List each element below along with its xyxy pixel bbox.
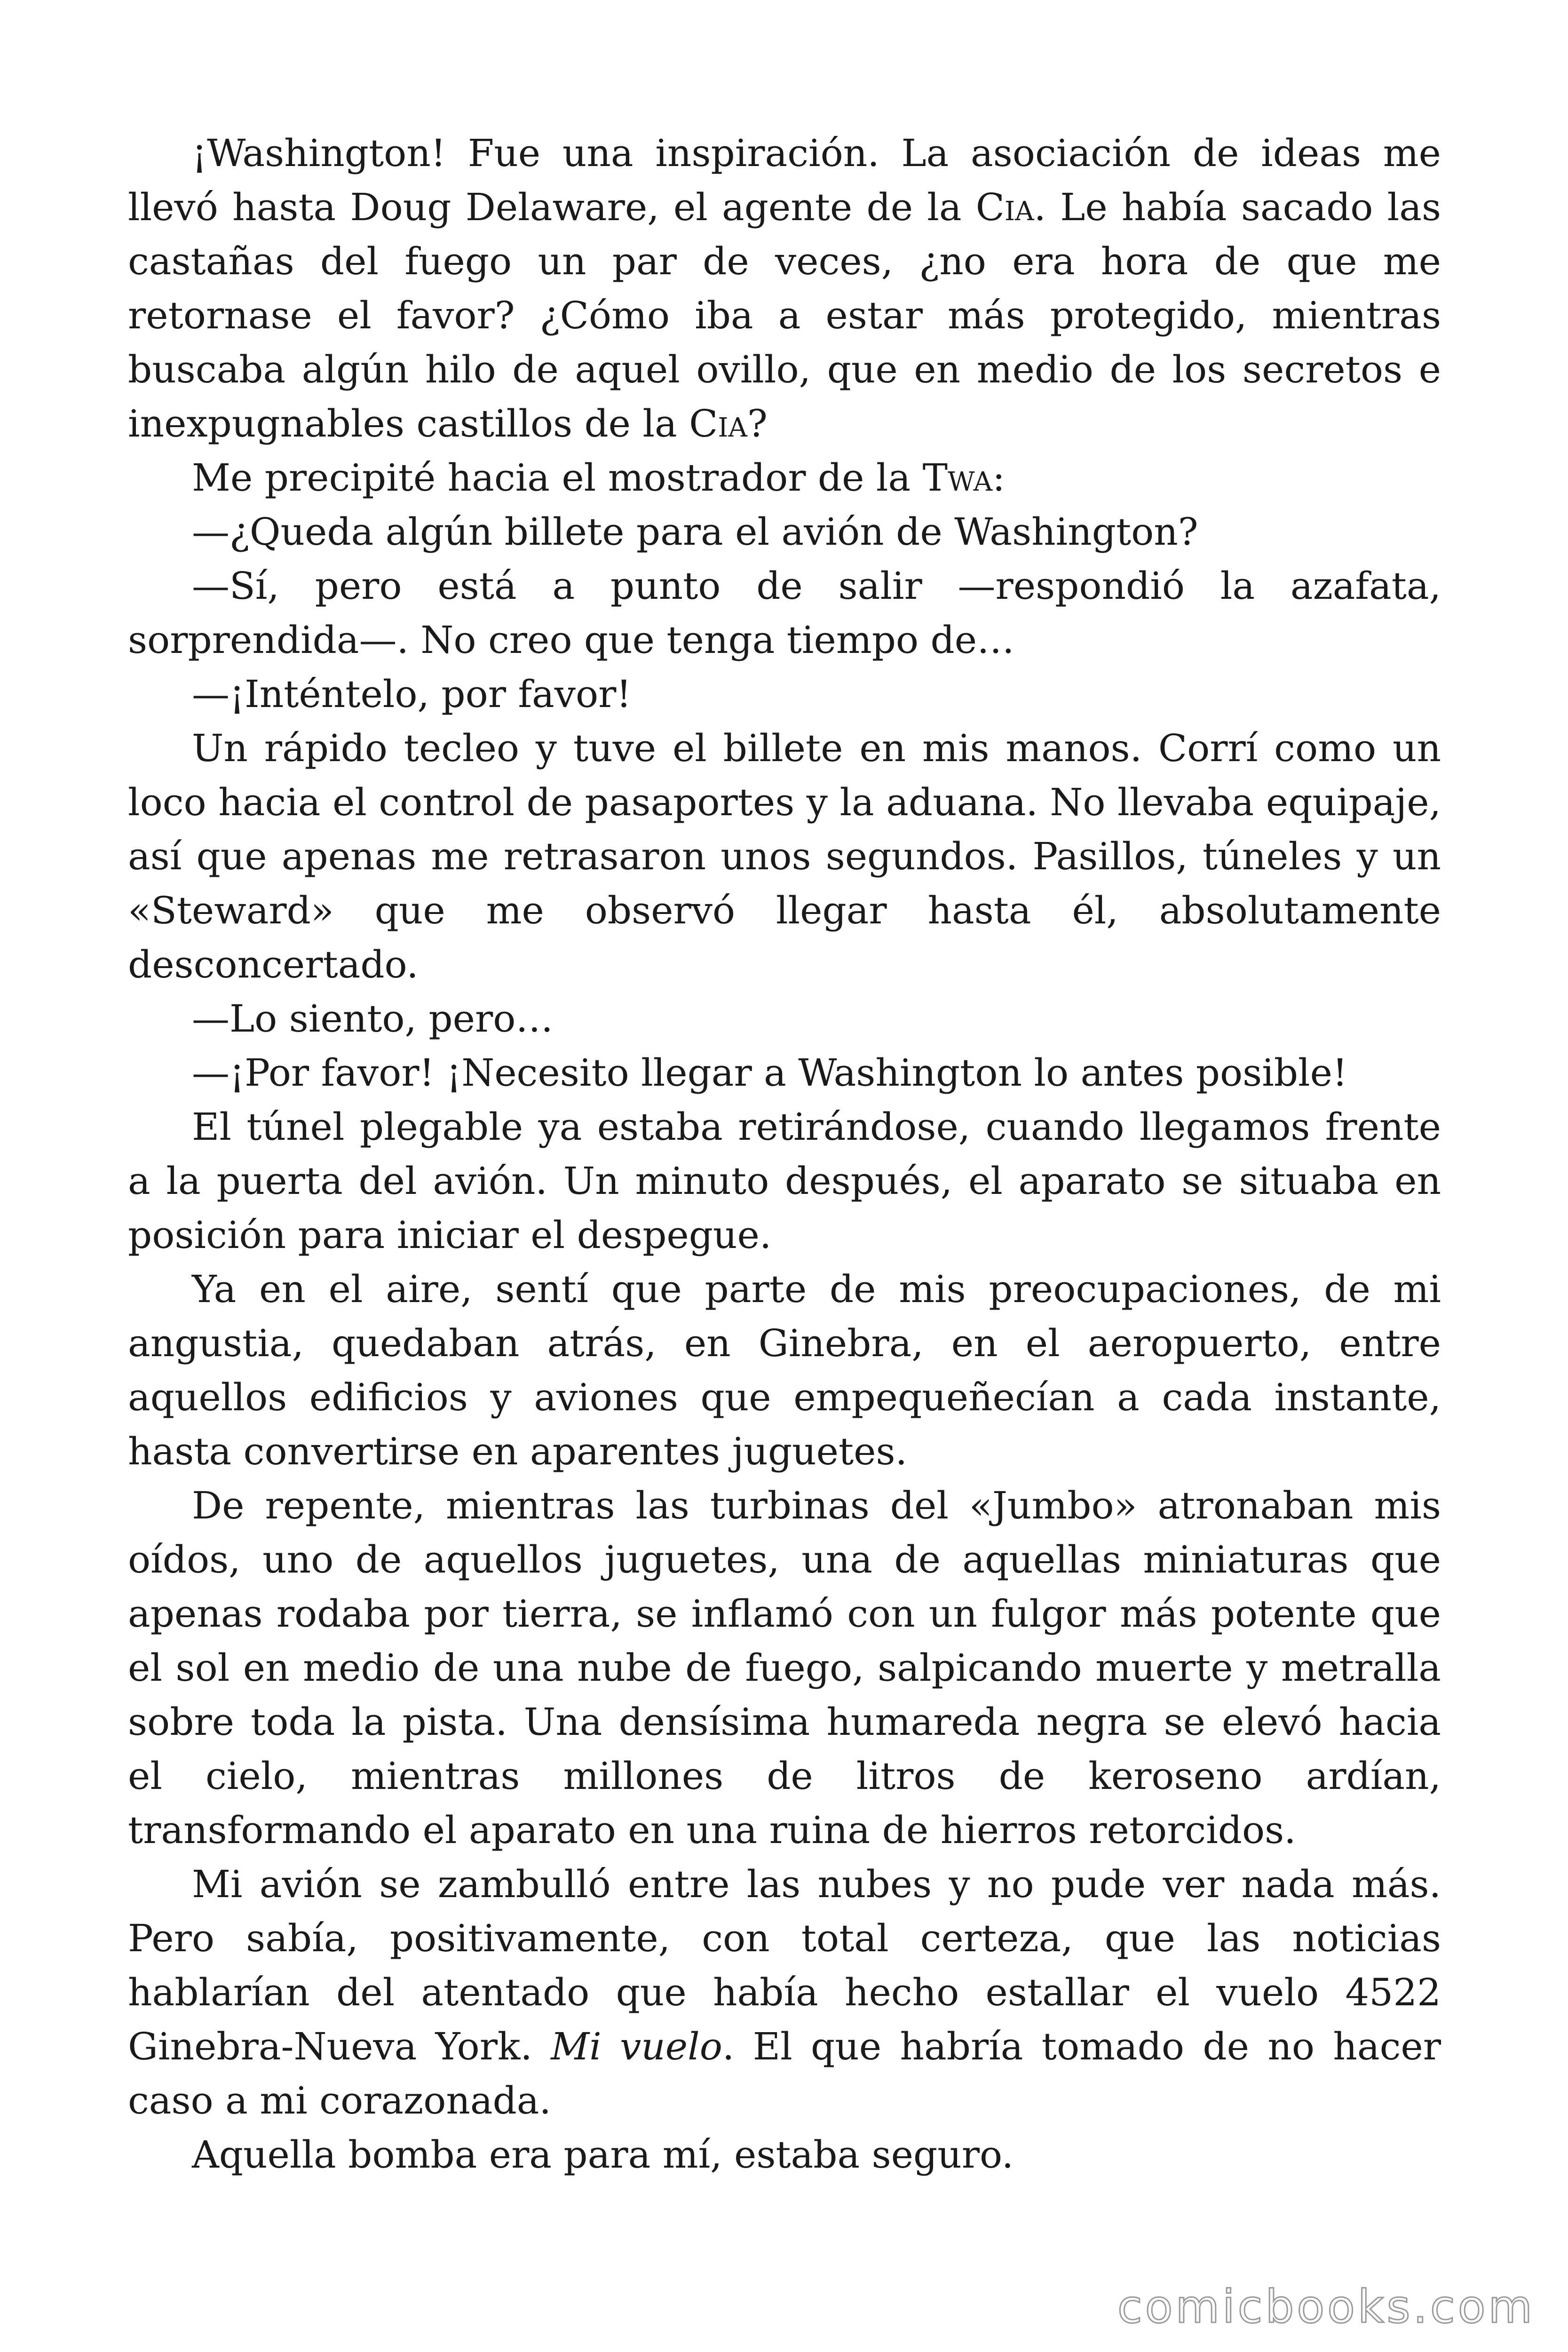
- watermark: comicbooks.com: [1117, 2280, 1535, 2333]
- paragraph: ¡Washington! Fue una inspiración. La asociación de ideas me llevó hasta Doug Delaware, el agente de la Cia. Le había sacado las castañas del fuego un par de veces, ¿no era hora de que me retornase el favor? ¿Cómo iba a estar más protegido, mientras buscaba algún hilo de aquel ovillo, que en medio de los secretos e inexpugnables castillos de la Cia?: [128, 131, 1441, 445]
- paragraph: Mi avión se zambulló entre las nubes y no pude ver nada más. Pero sabía, positivamente, con total certeza, que las noticias hablarían del atentado que había hecho estallar el vuelo 4522 Ginebra-Nueva York. Mi vuelo. El que habría tomado de no hacer caso a mi corazonada.: [128, 1862, 1441, 2122]
- dialogue-line: —¿Queda algún billete para el avión de Washington?: [192, 510, 1198, 554]
- dialogue-line: —Sí, pero está a punto de salir —respondió la azafata, sorprendida—. No creo que tenga tiempo de…: [128, 564, 1441, 662]
- paragraph: El túnel plegable ya estaba retirándose, cuando llegamos frente a la puerta del avión. Un minuto después, el aparato se situaba en posición para iniciar el despegue.: [128, 1105, 1441, 1257]
- acronym: Cia: [689, 402, 747, 445]
- paragraph: Me precipité hacia el mostrador de la Twa:: [192, 456, 1006, 500]
- paragraph: Un rápido tecleo y tuve el billete en mis manos. Corrí como un loco hacia el control de pasaportes y la aduana. No llevaba equipaje, así que apenas me retrasaron unos segundos. Pasillos, túneles y un «Steward» que me observó llegar hasta él, absolutamente desconcertado.: [128, 726, 1441, 986]
- dialogue-line: —Lo siento, pero…: [192, 997, 554, 1041]
- dialogue-line: —¡Por favor! ¡Necesito llegar a Washington lo antes posible!: [192, 1051, 1348, 1095]
- dialogue-line: —¡Inténtelo, por favor!: [192, 672, 632, 716]
- emphasis: Mi vuelo: [551, 2025, 722, 2068]
- paragraph: Ya en el aire, sentí que parte de mis preocupaciones, de mi angustia, quedaban atrás, en Ginebra, en el aeropuerto, entre aquellos edificios y aviones que empequeñecían a cada instante, hasta convertirse en aparentes juguetes.: [128, 1267, 1441, 1473]
- page-body: [128, 126, 1441, 2182]
- paragraph: Aquella bomba era para mí, estaba seguro.: [192, 2133, 1014, 2177]
- acronym: Cia: [975, 185, 1034, 229]
- paragraph: De repente, mientras las turbinas del «Jumbo» atronaban mis oídos, uno de aquellos juguetes, una de aquellas miniaturas que apenas rodaba por tierra, se inflamó con un fulgor más potente que el sol en medio de una nube de fuego, salpicando muerte y metralla sobre toda la pista. Una densísima humareda negra se elevó hacia el cielo, mientras millones de litros de keroseno ardían, transformando el aparato en una ruina de hierros retorcidos.: [128, 1484, 1441, 1852]
- acronym: Twa: [922, 456, 993, 500]
